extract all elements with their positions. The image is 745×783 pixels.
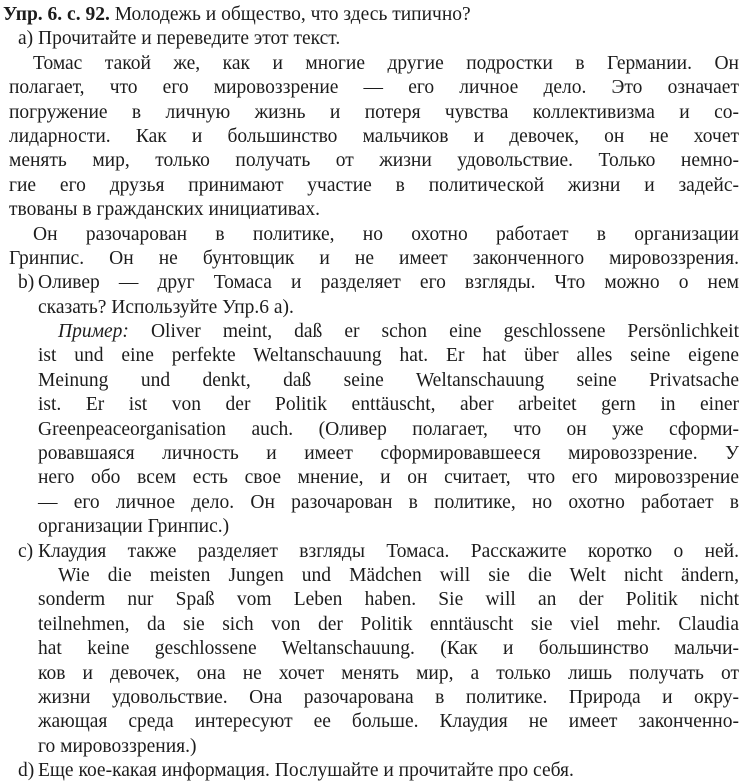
text-line: Greenpeaceorganisation auch. (Оливер полагает, что он уже сформи- [38, 418, 739, 440]
text-line: менять мир, только получать от жизни удовольствие. Только немно- [9, 150, 739, 172]
item-b-line [18, 271, 739, 295]
text-line: Он разочарован в политике, но охотно работает в организации [33, 223, 739, 245]
text-line: ровавшаяся личность и имеет сформировавшееся мировоззрение. У [38, 443, 739, 465]
item-a-line [18, 27, 739, 51]
text-line: Гринпис. Он не бунтовщик и не имеет законченного мировоззрения. [9, 247, 739, 269]
item-a-text: Прочитайте и переведите этот текст. [38, 28, 341, 50]
text-line: Wie die meisten Jungen und Mädchen will sie die Welt nicht ändern, [58, 564, 739, 586]
example-line [38, 320, 739, 344]
item-marker-c: c) [18, 540, 34, 562]
item-marker-d: d) [18, 760, 35, 782]
text-line: Meinung und denkt, daß seine Weltanschauung seine Privatsache [38, 369, 739, 391]
item-c-text: Клаудия также разделяет взгляды Томаса. Расскажите коротко о ней. [38, 540, 739, 562]
text-line: гие его друзья принимают участие в политической жизни и задейс- [9, 174, 739, 196]
text-line: го мировоззрения.) [38, 735, 197, 757]
item-marker-b: b) [18, 272, 35, 294]
text-line: него обо всем есть свое мнение, и он считает, что его мировоззрение [38, 467, 739, 489]
text-line: teilnehmen, da sie sich von der Politik enntäuscht sie viel mehr. Claudia [38, 613, 739, 635]
item-marker-a: a) [18, 28, 34, 50]
text-line: ков и девочек, она не хочет менять мир, а только лишь получать от [38, 662, 739, 684]
text-line: ist. Er ist von der Politik enttäuscht, aber arbeitet gern in einer [38, 394, 739, 416]
example-text: Oliver meint, daß er schon eine geschlossene Persönlichkeit [128, 321, 739, 343]
text-line: hat keine geschlossene Weltanschauung. (Как и большинство мальчи- [38, 638, 739, 660]
text-line: жающая среда интересуют ее больше. Клаудия не имеет законченно- [38, 711, 739, 733]
header-title: Молодежь и общество, что здесь типично? [109, 4, 471, 25]
header-line [3, 3, 739, 27]
text-line: — его личное дело. Он разочарован в политике, но охотно работает в [38, 491, 739, 513]
item-d-text: Еще кое-какая информация. Послушайте и прочитайте про себя. [38, 760, 574, 782]
text-line: организации Гринпис.) [38, 516, 230, 538]
item-d-line [18, 759, 739, 783]
text-line: твованы в гражданских инициативах. [9, 199, 321, 221]
text-line: жизни удовольствие. Она разочарована в политике. Природа и окру- [38, 686, 739, 708]
text-line: полагает, что его мировоззрение — его личное дело. Это означает [9, 77, 739, 99]
item-c-line [18, 540, 739, 564]
text-line: погружение в личную жизнь и потеря чувства коллективизма и со- [9, 101, 739, 123]
text-line: sonderm nur Spaß vom Leben haben. Sie will an der Politik nicht [38, 589, 739, 611]
text-line: лидарности. Как и большинство мальчиков и девочек, он не хочет [9, 125, 739, 147]
exercise-number: Упр. 6. с. 92. [3, 4, 110, 25]
text-line: Томас такой же, как и многие другие подростки в Германии. Он [33, 52, 739, 74]
example-label: Пример: [58, 321, 129, 343]
item-b-continuation: сказать? Используйте Упр.6 а). [38, 296, 294, 318]
text-line: ist und eine perfekte Weltanschauung hat. Er hat über alles seine eigene [38, 345, 739, 367]
item-b-text: Оливер — друг Томаса и разделяет его взгляды. Что можно о нем [38, 272, 739, 294]
